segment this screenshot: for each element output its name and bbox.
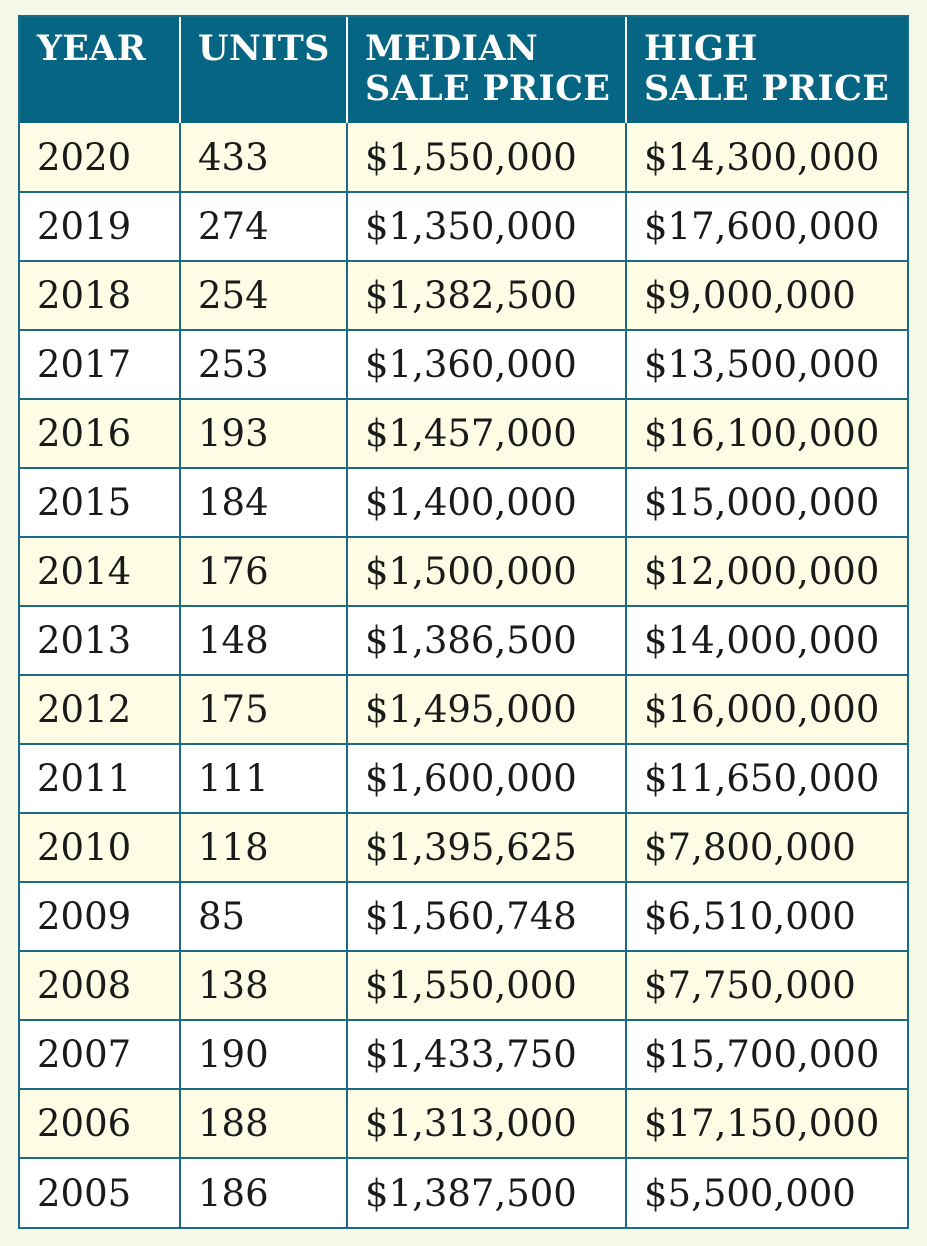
table-row: [20, 882, 907, 951]
table-row: [20, 399, 907, 468]
table-row: [20, 330, 907, 399]
header-high-sale-price: [626, 17, 907, 123]
units-cell: 148: [180, 606, 347, 675]
units-cell: 190: [180, 1020, 347, 1089]
high-sale-price-cell: $13,500,000: [626, 330, 907, 399]
high-sale-price-cell: $16,000,000: [626, 675, 907, 744]
header-row: [20, 17, 907, 123]
median-sale-price-cell: $1,313,000: [347, 1089, 626, 1158]
units-cell: 138: [180, 951, 347, 1020]
high-sale-price-cell: $6,510,000: [626, 882, 907, 951]
table-row: [20, 606, 907, 675]
high-sale-price-cell: $15,000,000: [626, 468, 907, 537]
units-cell: 274: [180, 192, 347, 261]
year-cell: 2006: [20, 1089, 180, 1158]
units-cell: 176: [180, 537, 347, 606]
year-cell: 2020: [20, 123, 180, 192]
units-cell: 433: [180, 123, 347, 192]
median-sale-price-cell: $1,386,500: [347, 606, 626, 675]
year-cell: 2014: [20, 537, 180, 606]
table-row: [20, 744, 907, 813]
median-sale-price-cell: $1,457,000: [347, 399, 626, 468]
units-cell: 184: [180, 468, 347, 537]
median-sale-price-cell: $1,433,750: [347, 1020, 626, 1089]
table-row: [20, 813, 907, 882]
median-sale-price-cell: $1,560,748: [347, 882, 626, 951]
median-sale-price-cell: $1,550,000: [347, 123, 626, 192]
year-cell: 2017: [20, 330, 180, 399]
median-sale-price-cell: $1,600,000: [347, 744, 626, 813]
high-sale-price-cell: $17,600,000: [626, 192, 907, 261]
high-sale-price-cell: $7,800,000: [626, 813, 907, 882]
median-sale-price-cell: $1,382,500: [347, 261, 626, 330]
header-units: [180, 17, 347, 123]
units-cell: 188: [180, 1089, 347, 1158]
median-sale-price-cell: $1,387,500: [347, 1158, 626, 1227]
table-row: [20, 1089, 907, 1158]
median-sale-price-cell: $1,350,000: [347, 192, 626, 261]
units-cell: 254: [180, 261, 347, 330]
table-row: [20, 675, 907, 744]
header-year: [20, 17, 180, 123]
high-sale-price-cell: $16,100,000: [626, 399, 907, 468]
table-row: [20, 537, 907, 606]
header-year-label: YEAR: [37, 28, 147, 69]
median-sale-price-cell: $1,500,000: [347, 537, 626, 606]
year-cell: 2019: [20, 192, 180, 261]
high-sale-price-cell: $14,000,000: [626, 606, 907, 675]
year-cell: 2016: [20, 399, 180, 468]
table-row: [20, 192, 907, 261]
header-high-sale-price-label: HIGH SALE PRICE: [644, 28, 890, 109]
units-cell: 253: [180, 330, 347, 399]
high-sale-price-cell: $15,700,000: [626, 1020, 907, 1089]
high-sale-price-cell: $12,000,000: [626, 537, 907, 606]
units-cell: 186: [180, 1158, 347, 1227]
median-sale-price-cell: $1,495,000: [347, 675, 626, 744]
units-cell: 175: [180, 675, 347, 744]
table-row: [20, 1158, 907, 1227]
year-cell: 2005: [20, 1158, 180, 1227]
header-median-sale-price-label: MEDIAN SALE PRICE: [365, 28, 611, 109]
year-cell: 2018: [20, 261, 180, 330]
high-sale-price-cell: $11,650,000: [626, 744, 907, 813]
high-sale-price-cell: $5,500,000: [626, 1158, 907, 1227]
table-row: [20, 261, 907, 330]
median-sale-price-cell: $1,360,000: [347, 330, 626, 399]
sales-table-container: [18, 15, 909, 1229]
year-cell: 2007: [20, 1020, 180, 1089]
median-sale-price-cell: $1,550,000: [347, 951, 626, 1020]
high-sale-price-cell: $7,750,000: [626, 951, 907, 1020]
high-sale-price-cell: $17,150,000: [626, 1089, 907, 1158]
table-body: [20, 123, 907, 1227]
units-cell: 193: [180, 399, 347, 468]
table-header: [20, 17, 907, 123]
high-sale-price-cell: $14,300,000: [626, 123, 907, 192]
table-row: [20, 951, 907, 1020]
header-median-sale-price: [347, 17, 626, 123]
units-cell: 85: [180, 882, 347, 951]
sales-table: [20, 17, 907, 1227]
median-sale-price-cell: $1,395,625: [347, 813, 626, 882]
median-sale-price-cell: $1,400,000: [347, 468, 626, 537]
year-cell: 2012: [20, 675, 180, 744]
year-cell: 2009: [20, 882, 180, 951]
year-cell: 2011: [20, 744, 180, 813]
table-row: [20, 123, 907, 192]
header-units-label: UNITS: [198, 28, 330, 69]
units-cell: 111: [180, 744, 347, 813]
year-cell: 2010: [20, 813, 180, 882]
high-sale-price-cell: $9,000,000: [626, 261, 907, 330]
table-row: [20, 468, 907, 537]
year-cell: 2008: [20, 951, 180, 1020]
year-cell: 2015: [20, 468, 180, 537]
table-row: [20, 1020, 907, 1089]
year-cell: 2013: [20, 606, 180, 675]
units-cell: 118: [180, 813, 347, 882]
